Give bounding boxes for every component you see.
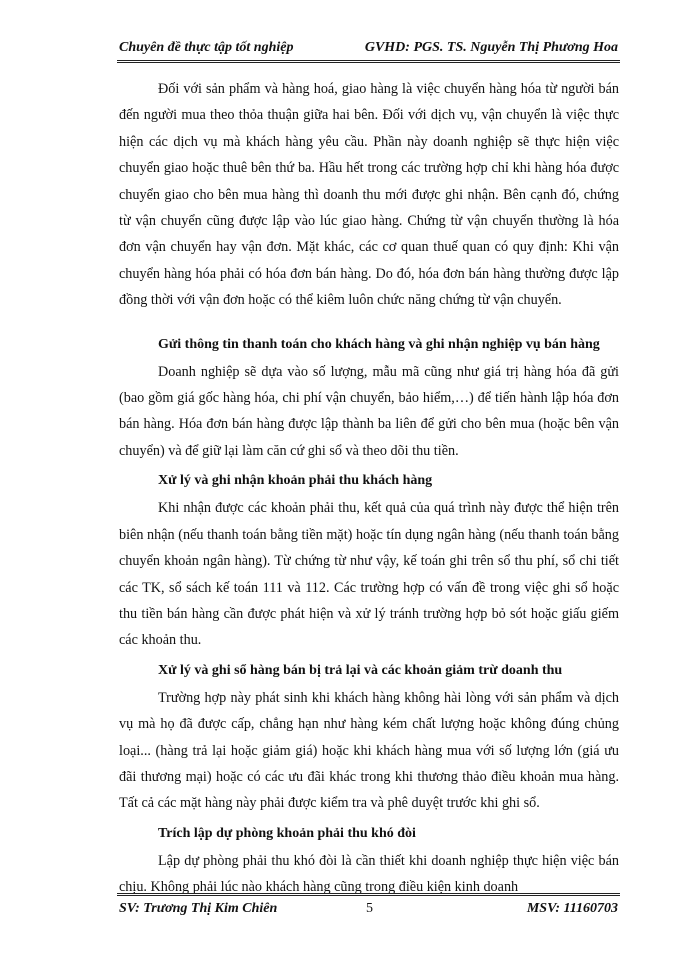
paragraph-receivables: Khi nhận được các khoản phải thu, kết quả của quá trình này được thể hiện trên biên nhận (nếu thanh toán bằng tiền mặt) hoặc tín dụng ngân hàng (nếu thanh toán bằng chuyển khoản ngân hàng). Từ chứng từ như vậy, kế toán ghi trên sổ thu phí, sổ chi tiết các TK, sổ sách kế toán 111 và 112. Các trường hợp có vấn đề trong việc ghi sổ hoặc thu tiền bán hàng cần được phát hiện và xử lý tránh trường hợp bỏ sót hoặc giấu giếm các khoản thu. <box>119 500 619 649</box>
footer-student: SV: Trương Thị Kim Chiên <box>119 901 278 916</box>
header-supervisor: GVHD: PGS. TS. Nguyễn Thị Phương Hoa <box>364 40 618 55</box>
page-header <box>117 38 620 63</box>
header-title: Chuyên đề thực tập tốt nghiệp <box>119 40 294 55</box>
paragraph-delivery: Đối với sản phẩm và hàng hoá, giao hàng là việc chuyển hàng hóa từ người bán đến người mua theo thỏa thuận giữa hai bên. Đối với dịch vụ, vận chuyển là việc thực hiện các dịch vụ mà khách hàng yêu cầu. Phần này doanh nghiệp sẽ thực hiện việc chuyển giao hoặc thuê bên thứ ba. Hầu hết trong các trường hợp chỉ khi hàng hóa được chuyển giao cho bên mua hàng thì doanh thu mới được ghi nhận. Bên cạnh đó, chứng từ vận chuyển cũng được lập vào lúc giao hàng. Chứng từ vận chuyển thường là hóa đơn vận chuyển hay vận đơn. Mặt khác, các cơ quan thuế quan có quy định: Khi vận chuyển hàng hóa phải có hóa đơn bán hàng. Do đó, hóa đơn bán hàng thường được lập đồng thời với vận đơn hoặc có thể kiêm luôn chức năng chứng từ vận chuyển. <box>119 81 619 309</box>
heading-provision: Trích lập dự phòng khoản phải thu khó đòi <box>158 825 416 841</box>
page-number: 5 <box>366 901 373 916</box>
page-footer <box>117 893 620 922</box>
document-body <box>119 76 619 901</box>
footer-student-id: MSV: 11160703 <box>526 901 618 916</box>
paragraph-billing: Doanh nghiệp sẽ dựa vào số lượng, mẫu mã cũng như giá trị hàng hóa đã gửi (bao gồm giá gốc hàng hóa, chi phí vận chuyển, bảo hiểm,…) để tiến hành lập hóa đơn bán hàng. Hóa đơn bán hàng được lập thành ba liên để gửi cho bên mua (hoặc bên vận chuyển) và để giữ lại làm căn cứ ghi sổ và theo dõi thu tiền. <box>119 363 619 459</box>
paragraph-returns: Trường hợp này phát sinh khi khách hàng không hài lòng với sản phẩm và dịch vụ mà họ đã được cấp, chẳng hạn như hàng kém chất lượng hoặc không đúng chủng loại... (hàng trả lại hoặc giảm giá) hoặc khi khách hàng mua với số lượng lớn (giá ưu đãi thương mại) hoặc có các ưu đãi khác trong khi thương thảo điều khoản mua hàng. Tất cả các mặt hàng này phải được kiểm tra và phê duyệt trước khi ghi sổ. <box>119 689 619 812</box>
paragraph-provision: Lập dự phòng phải thu khó đòi là cần thiết khi doanh nghiệp thực hiện việc bán chịu. Không phải lúc nào khách hàng cũng trong điều kiện kinh doanh <box>119 852 619 896</box>
heading-receivables: Xử lý và ghi nhận khoản phải thu khách hàng <box>158 473 433 489</box>
heading-billing: Gửi thông tin thanh toán cho khách hàng và ghi nhận nghiệp vụ bán hàng <box>158 336 600 352</box>
heading-returns: Xử lý và ghi sổ hàng bán bị trả lại và các khoản giảm trừ doanh thu <box>158 662 563 678</box>
